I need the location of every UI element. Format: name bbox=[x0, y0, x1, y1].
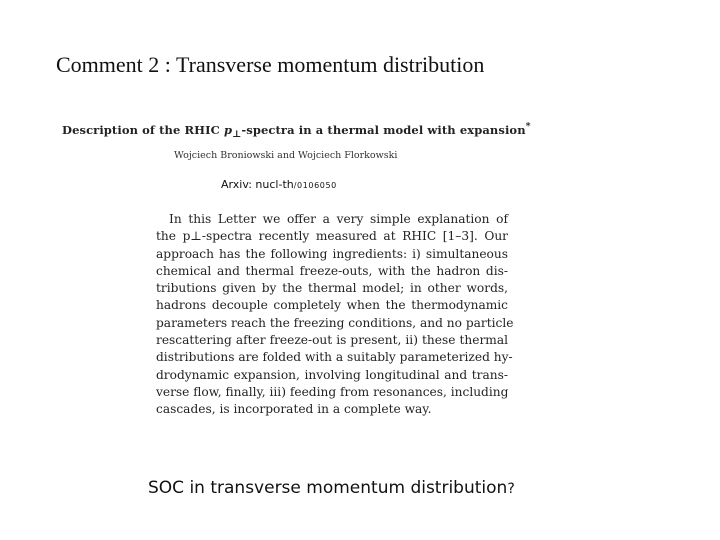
paper-abstract bbox=[156, 211, 514, 419]
paper-title-variable: p bbox=[223, 122, 233, 137]
abstract-line: parameters reach the freezing conditions, and no particle bbox=[156, 315, 514, 330]
slide-title: Comment 2 : Transverse momentum distribution bbox=[56, 52, 485, 77]
paper-title bbox=[62, 121, 531, 140]
paper-title-subscript: ⊥ bbox=[232, 129, 242, 141]
arxiv-number: /0106050 bbox=[293, 181, 337, 190]
question-mark: ? bbox=[507, 481, 515, 497]
abstract-line: approach has the following ingredients: i) simultaneous bbox=[156, 246, 508, 261]
abstract-line: the p⊥-spectra recently measured at RHIC [1–3]. Our bbox=[156, 229, 508, 244]
paper-title-suffix: -spectra in a thermal model with expansion bbox=[241, 122, 526, 137]
question-text bbox=[148, 478, 515, 498]
paper-title-footnote-mark: * bbox=[525, 121, 531, 132]
abstract-line: rescattering after freeze-out is present, ii) these thermal bbox=[156, 333, 508, 348]
paper-authors: Wojciech Broniowski and Wojciech Florkowski bbox=[174, 150, 398, 161]
abstract-line: chemical and thermal freeze-outs, with the hadron dis- bbox=[156, 263, 508, 278]
arxiv-label: Arxiv: nucl-th bbox=[221, 178, 294, 191]
arxiv-reference bbox=[221, 178, 337, 191]
abstract-line: hadrons decouple completely when the thermodynamic bbox=[156, 298, 508, 313]
abstract-line: distributions are folded with a suitably parameterized hy- bbox=[156, 350, 513, 365]
abstract-line: cascades, is incorporated in a complete way. bbox=[156, 402, 432, 417]
abstract-line: In this Letter we offer a very simple explanation of bbox=[169, 212, 508, 226]
abstract-line: drodynamic expansion, involving longitudinal and trans- bbox=[156, 367, 508, 382]
paper-title-prefix: Description of the RHIC bbox=[62, 122, 224, 137]
abstract-line: verse flow, finally, iii) feeding from resonances, including bbox=[156, 384, 509, 399]
abstract-line: tributions given by the thermal model; in other words, bbox=[156, 281, 508, 296]
question-label: SOC in transverse momentum distribution bbox=[148, 478, 508, 498]
